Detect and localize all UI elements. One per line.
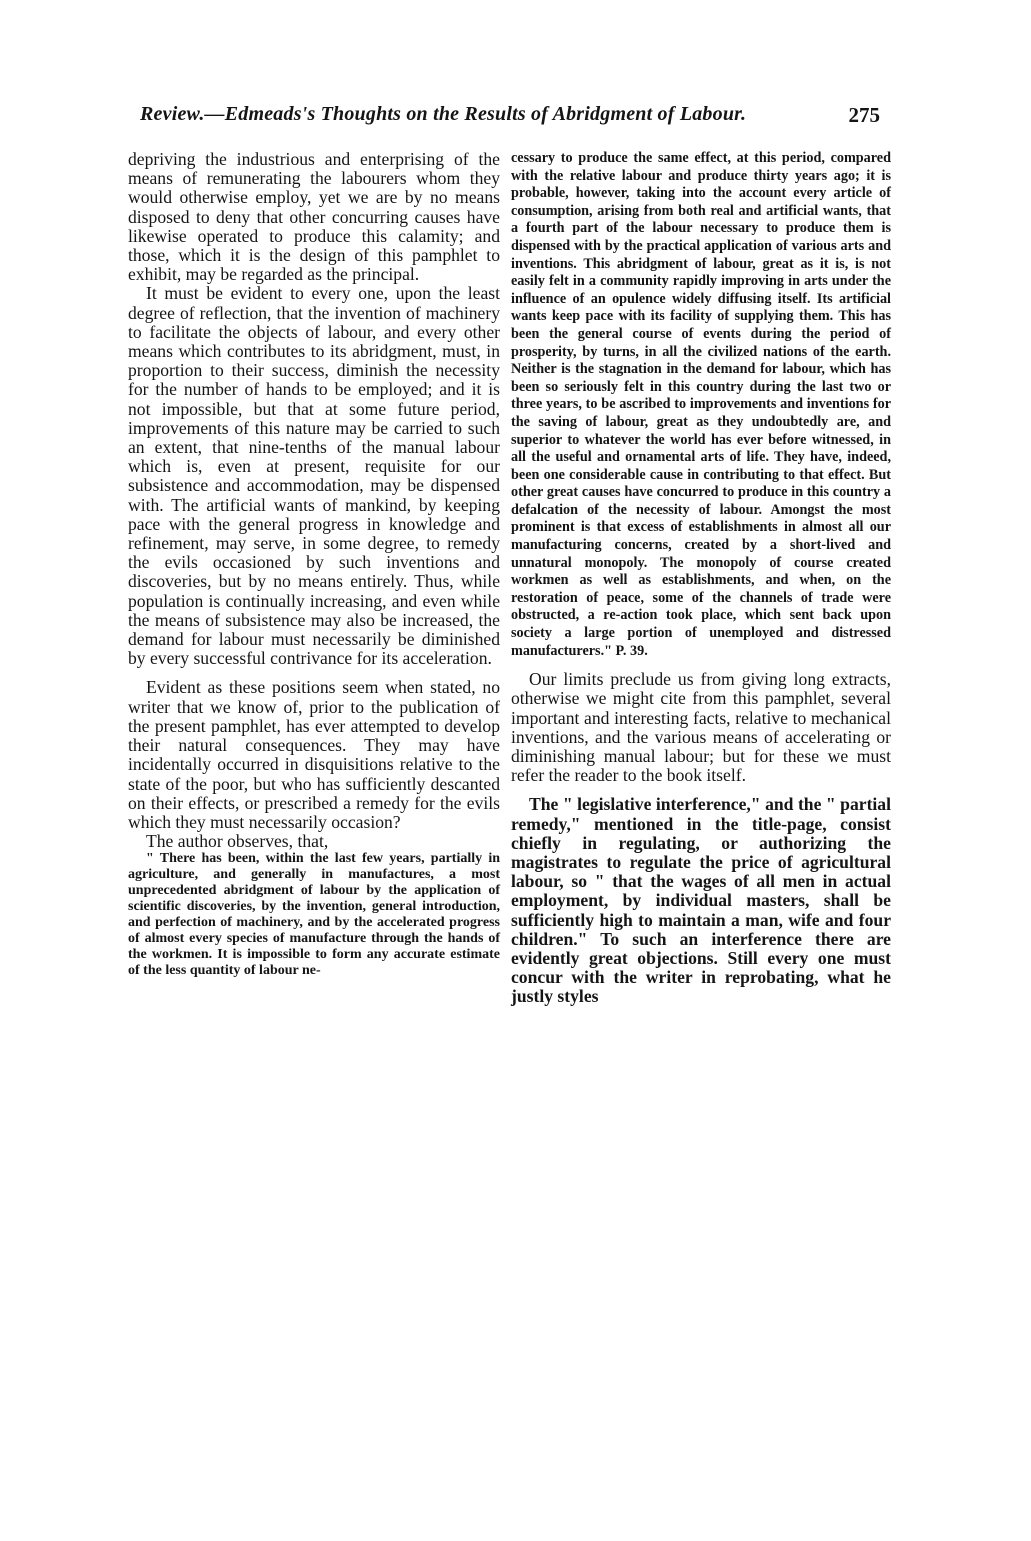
paragraph: It must be evident to every one, upon the least degree of reflection, that the invention of machinery to facilitate the objects of labour, and every other means which contributes to its abridgment, must, in proportion to their success, diminish the necessity for the number of hands to be employed; and it is not impossible, but that at some future period, improvements of this nature may be carried to such an extent, that nine-tenths of the manual labour which is, even at present, requisite for our subsistence and accommodation, may be dispensed with. The artificial wants of mankind, by keeping pace with the general progress in knowledge and refinement, may serve, in some degree, to remedy the evils occasioned by such inventions and discoveries, but by no means entirely. Thus, while population is continually increasing, and even while the means of subsistence may also be increased, the demand for labour must necessarily be diminished by every successful contrivance for its acceleration. — [128, 283, 500, 669]
paragraph: Our limits preclude us from giving long extracts, otherwise we might cite from this pamphlet, several important and interesting facts, relative to mechanical inventions, and the various means of accelerating or diminishing manual labour; but for these we must refer the reader to the book itself. — [511, 669, 891, 786]
paragraph: The " legislative interference," and the " partial remedy," mentioned in the title-page, consist chiefly in regulating, or authorizing the magistrates to regulate the price of agricultural labour, so " that the wages of all men in actual employment, by individual masters, shall be sufficiently high to maintain a man, wife and four children." To such an interference there are evidently great objections. Still every one must concur with the writer in reprobating, what he justly styles — [511, 794, 891, 1007]
page-number: 275 — [848, 103, 880, 127]
page-header — [140, 103, 880, 129]
paragraph: The author observes, that, — [146, 831, 329, 852]
block-quote: cessary to produce the same effect, at this period, compared with the relative labour and produce thirty years ago; it is probable, however, taking into the account every article of consumption, arising from both real and artificial wants, that a fourth part of the labour necessary to produce them is dispensed with by the practical application of various arts and inventions. This abridgment of labour, great as it is, is not easily felt in a community rapidly improving in arts under the influence of an opulence widely diffusing itself. Its artificial wants keep pace with its facility of supplying them. This has been the general course of events during the period of prosperity, by turns, in all the civilized nations of the earth. Neither is the stagnation in the demand for labour, which has been so seriously felt in this country during the last two or three years, to be ascribed to improvements and inventions for the saving of labour, great as they undoubtedly are, and superior to whatever the world has ever before witnessed, in all the useful and ornamental arts of life. They have, indeed, been one considerable cause in contributing to that effect. But other great causes have concurred to produce in this country a defalcation of the necessity of labour. Amongst the most prominent is that excess of establishments in almost all our manufacturing concerns, created by a short-lived and unnatural monopoly. The monopoly of course created workmen as well as establishments, and when, on the restoration of peace, some of the channels of trade were obstructed, a re-action took place, which sent back upon society a large portion of unemployed and distressed manufacturers." P. 39. — [511, 150, 891, 659]
paragraph: depriving the industrious and enterprising of the means of remunerating the labourers whom they would otherwise employ, yet we are by no means disposed to deny that other concurring causes have likewise operated to produce this calamity; and those, which it is the design of this pamphlet to exhibit, may be regarded as the principal. — [128, 149, 500, 285]
left-column — [128, 150, 500, 979]
block-quote: " There has been, within the last few years, partially in agriculture, and generally in manufactures, a most unprecedented abridgment of labour by the application of scientific discoveries, by the invention, general introduction, and perfection of machinery, and by the accelerated progress of almost every species of manufacture through the hands of the workmen. It is impossible to form any accurate estimate of the less quantity of labour ne- — [128, 851, 500, 979]
paragraph: Evident as these positions seem when stated, no writer that we know of, prior to the publication of the present pamphlet, has ever attempted to develop their natural consequences. They may have incidentally occurred in disquisitions relative to the state of the poor, but who has sufficiently descanted on their effects, or prescribed a remedy for the evils which they must necessarily occasion? — [128, 677, 500, 832]
right-column — [511, 150, 891, 1007]
running-head: Review.—Edmeads's Thoughts on the Results of Abridgment of Labour. — [140, 103, 747, 125]
